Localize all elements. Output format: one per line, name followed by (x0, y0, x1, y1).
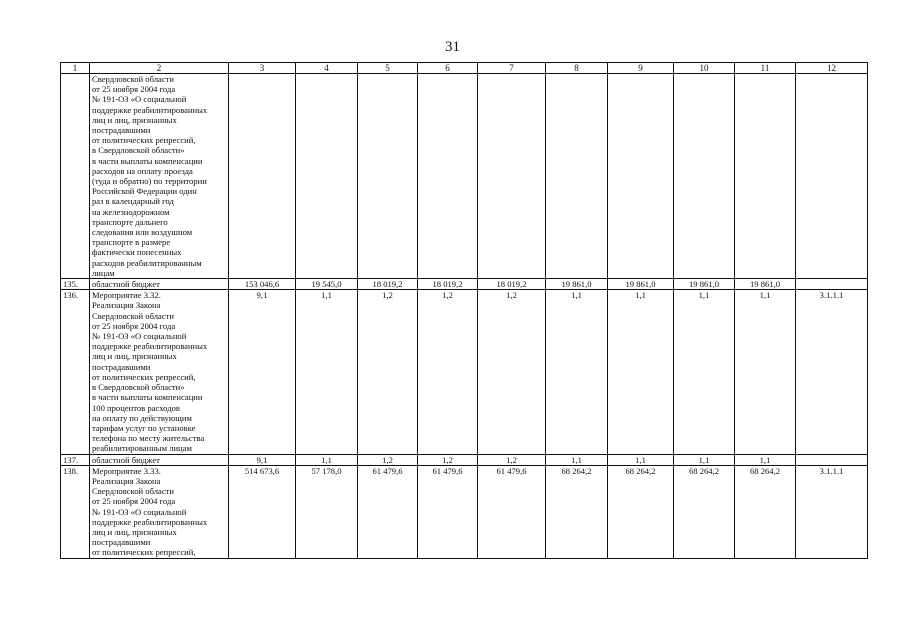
description-line: Мероприятие 3.33. (92, 465, 161, 476)
description-line: следования или воздушном (92, 227, 193, 238)
column-header: 1 (61, 63, 90, 74)
column-header: 2 (90, 63, 229, 74)
table-row (61, 290, 868, 454)
description-line: расходов на оплату проезда (92, 165, 193, 176)
amount-cell: 1,2 (478, 290, 546, 454)
description-line: № 191-ОЗ «О социальной (92, 94, 187, 105)
description-line: фактически понесенных (92, 247, 182, 258)
amount-cell: 19 861,0 (608, 279, 674, 290)
description-line: лиц и лиц, признанных (92, 114, 177, 125)
amount-cell: 153 046,6 (229, 279, 296, 290)
row-index: 137. (61, 454, 90, 465)
amount-cell: 57 178,0 (296, 465, 358, 558)
table-row (61, 465, 868, 558)
amount-cell: 19 861,0 (546, 279, 608, 290)
amount-cell (358, 74, 418, 279)
amount-cell (546, 74, 608, 279)
target-indicator-cell: 3.1.1.1 (796, 290, 868, 454)
row-index: 136. (61, 290, 90, 454)
description-line: поддержке реабилитированных (92, 341, 208, 352)
description-line: № 191-ОЗ «О социальной (92, 506, 187, 517)
row-description (90, 465, 229, 558)
amount-cell: 1,2 (418, 290, 478, 454)
amount-cell: 18 019,2 (358, 279, 418, 290)
column-header: 5 (358, 63, 418, 74)
amount-cell: 19 861,0 (735, 279, 796, 290)
description-line: (туда и обратно) по территории (92, 176, 207, 187)
description-line: поддержке реабилитированных (92, 104, 208, 115)
description-line: Реализация Закона (92, 475, 161, 486)
description-line: на железнодорожном (92, 206, 170, 217)
description-line: транспорте в размере (92, 237, 171, 248)
amount-cell: 68 264,2 (546, 465, 608, 558)
amount-cell: 9,1 (229, 454, 296, 465)
description-line: от политических репрессий, (92, 135, 196, 146)
column-header: 8 (546, 63, 608, 74)
page-number: 31 (445, 39, 460, 55)
description-line: пострадавшими (92, 537, 151, 548)
amount-cell (478, 74, 546, 279)
column-header-row (61, 63, 868, 74)
description-line: Мероприятие 3.32. (92, 290, 161, 301)
target-indicator-cell (796, 279, 868, 290)
description-line: раз в календарный год (92, 196, 174, 207)
description-line: от политических репрессий, (92, 371, 196, 382)
column-header: 4 (296, 63, 358, 74)
amount-cell: 1,1 (296, 290, 358, 454)
description-line: реабилитированным лицам (92, 443, 192, 454)
description-line: в части выплаты компенсации (92, 392, 203, 403)
amount-cell: 1,1 (735, 290, 796, 454)
row-description (90, 290, 229, 454)
target-indicator-cell (796, 74, 868, 279)
description-line: в Свердловской области» (92, 145, 185, 156)
description-line: Свердловской области (92, 74, 175, 84)
target-indicator-cell (796, 454, 868, 465)
description-line: Реализация Закона (92, 300, 161, 311)
amount-cell: 68 264,2 (608, 465, 674, 558)
target-indicator-cell: 3.1.1.1 (796, 465, 868, 558)
description-line: областной бюджет (92, 279, 160, 290)
description-line: поддержке реабилитированных (92, 516, 208, 527)
amount-cell (674, 74, 735, 279)
column-header: 11 (735, 63, 796, 74)
amount-cell (608, 74, 674, 279)
description-line: от 25 ноября 2004 года (92, 496, 176, 507)
amount-cell: 1,2 (358, 454, 418, 465)
description-line: Свердловской области (92, 486, 175, 497)
amount-cell: 68 264,2 (674, 465, 735, 558)
description-line: от 25 ноября 2004 года (92, 320, 176, 331)
amount-cell: 61 479,6 (418, 465, 478, 558)
amount-cell: 9,1 (229, 290, 296, 454)
amount-cell: 1,1 (546, 290, 608, 454)
description-line: расходов реабилитированным (92, 257, 202, 268)
amount-cell: 1,1 (608, 454, 674, 465)
amount-cell: 61 479,6 (358, 465, 418, 558)
amount-cell (229, 74, 296, 279)
column-header: 12 (796, 63, 868, 74)
description-line: телефона по месту жительства (92, 433, 205, 444)
row-description (90, 74, 229, 279)
amount-cell: 1,2 (358, 290, 418, 454)
amount-cell: 19 861,0 (674, 279, 735, 290)
column-header: 9 (608, 63, 674, 74)
description-line: в Свердловской области» (92, 382, 185, 393)
description-line: пострадавшими (92, 125, 151, 136)
table-row (61, 74, 868, 279)
column-header: 6 (418, 63, 478, 74)
amount-cell: 514 673,6 (229, 465, 296, 558)
row-description (90, 454, 229, 465)
row-description (90, 279, 229, 290)
description-line: № 191-ОЗ «О социальной (92, 331, 187, 342)
column-header: 10 (674, 63, 735, 74)
amount-cell: 68 264,2 (735, 465, 796, 558)
row-index: 138. (61, 465, 90, 558)
amount-cell: 1,2 (478, 454, 546, 465)
amount-cell: 18 019,2 (478, 279, 546, 290)
amount-cell: 1,1 (735, 454, 796, 465)
table-row (61, 279, 868, 290)
description-line: лицам (92, 267, 115, 278)
description-line: на оплату по действующим (92, 412, 192, 423)
description-line: Российской Федерации один (92, 186, 197, 197)
description-line: 100 процентов расходов (92, 402, 180, 413)
description-line: пострадавшими (92, 361, 151, 372)
amount-cell: 19 545,0 (296, 279, 358, 290)
budget-table (60, 62, 868, 559)
description-line: лиц и лиц, признанных (92, 351, 177, 362)
column-header: 7 (478, 63, 546, 74)
row-index: 135. (61, 279, 90, 290)
description-line: транспорте дальнего (92, 216, 168, 227)
amount-cell (418, 74, 478, 279)
amount-cell: 1,1 (674, 454, 735, 465)
description-line: Свердловской области (92, 310, 175, 321)
amount-cell: 1,1 (546, 454, 608, 465)
description-line: от 25 ноября 2004 года (92, 84, 176, 95)
table-row (61, 454, 868, 465)
description-line: от политических репрессий, (92, 547, 196, 558)
amount-cell: 1,1 (296, 454, 358, 465)
description-line: областной бюджет (92, 454, 160, 465)
amount-cell: 1,1 (674, 290, 735, 454)
amount-cell (296, 74, 358, 279)
amount-cell: 61 479,6 (478, 465, 546, 558)
description-line: в части выплаты компенсации (92, 155, 203, 166)
amount-cell (735, 74, 796, 279)
description-line: тарифам услуг по установке (92, 422, 196, 433)
amount-cell: 18 019,2 (418, 279, 478, 290)
amount-cell: 1,1 (608, 290, 674, 454)
column-header: 3 (229, 63, 296, 74)
description-line: лиц и лиц, признанных (92, 526, 177, 537)
row-index (61, 74, 90, 279)
amount-cell: 1,2 (418, 454, 478, 465)
